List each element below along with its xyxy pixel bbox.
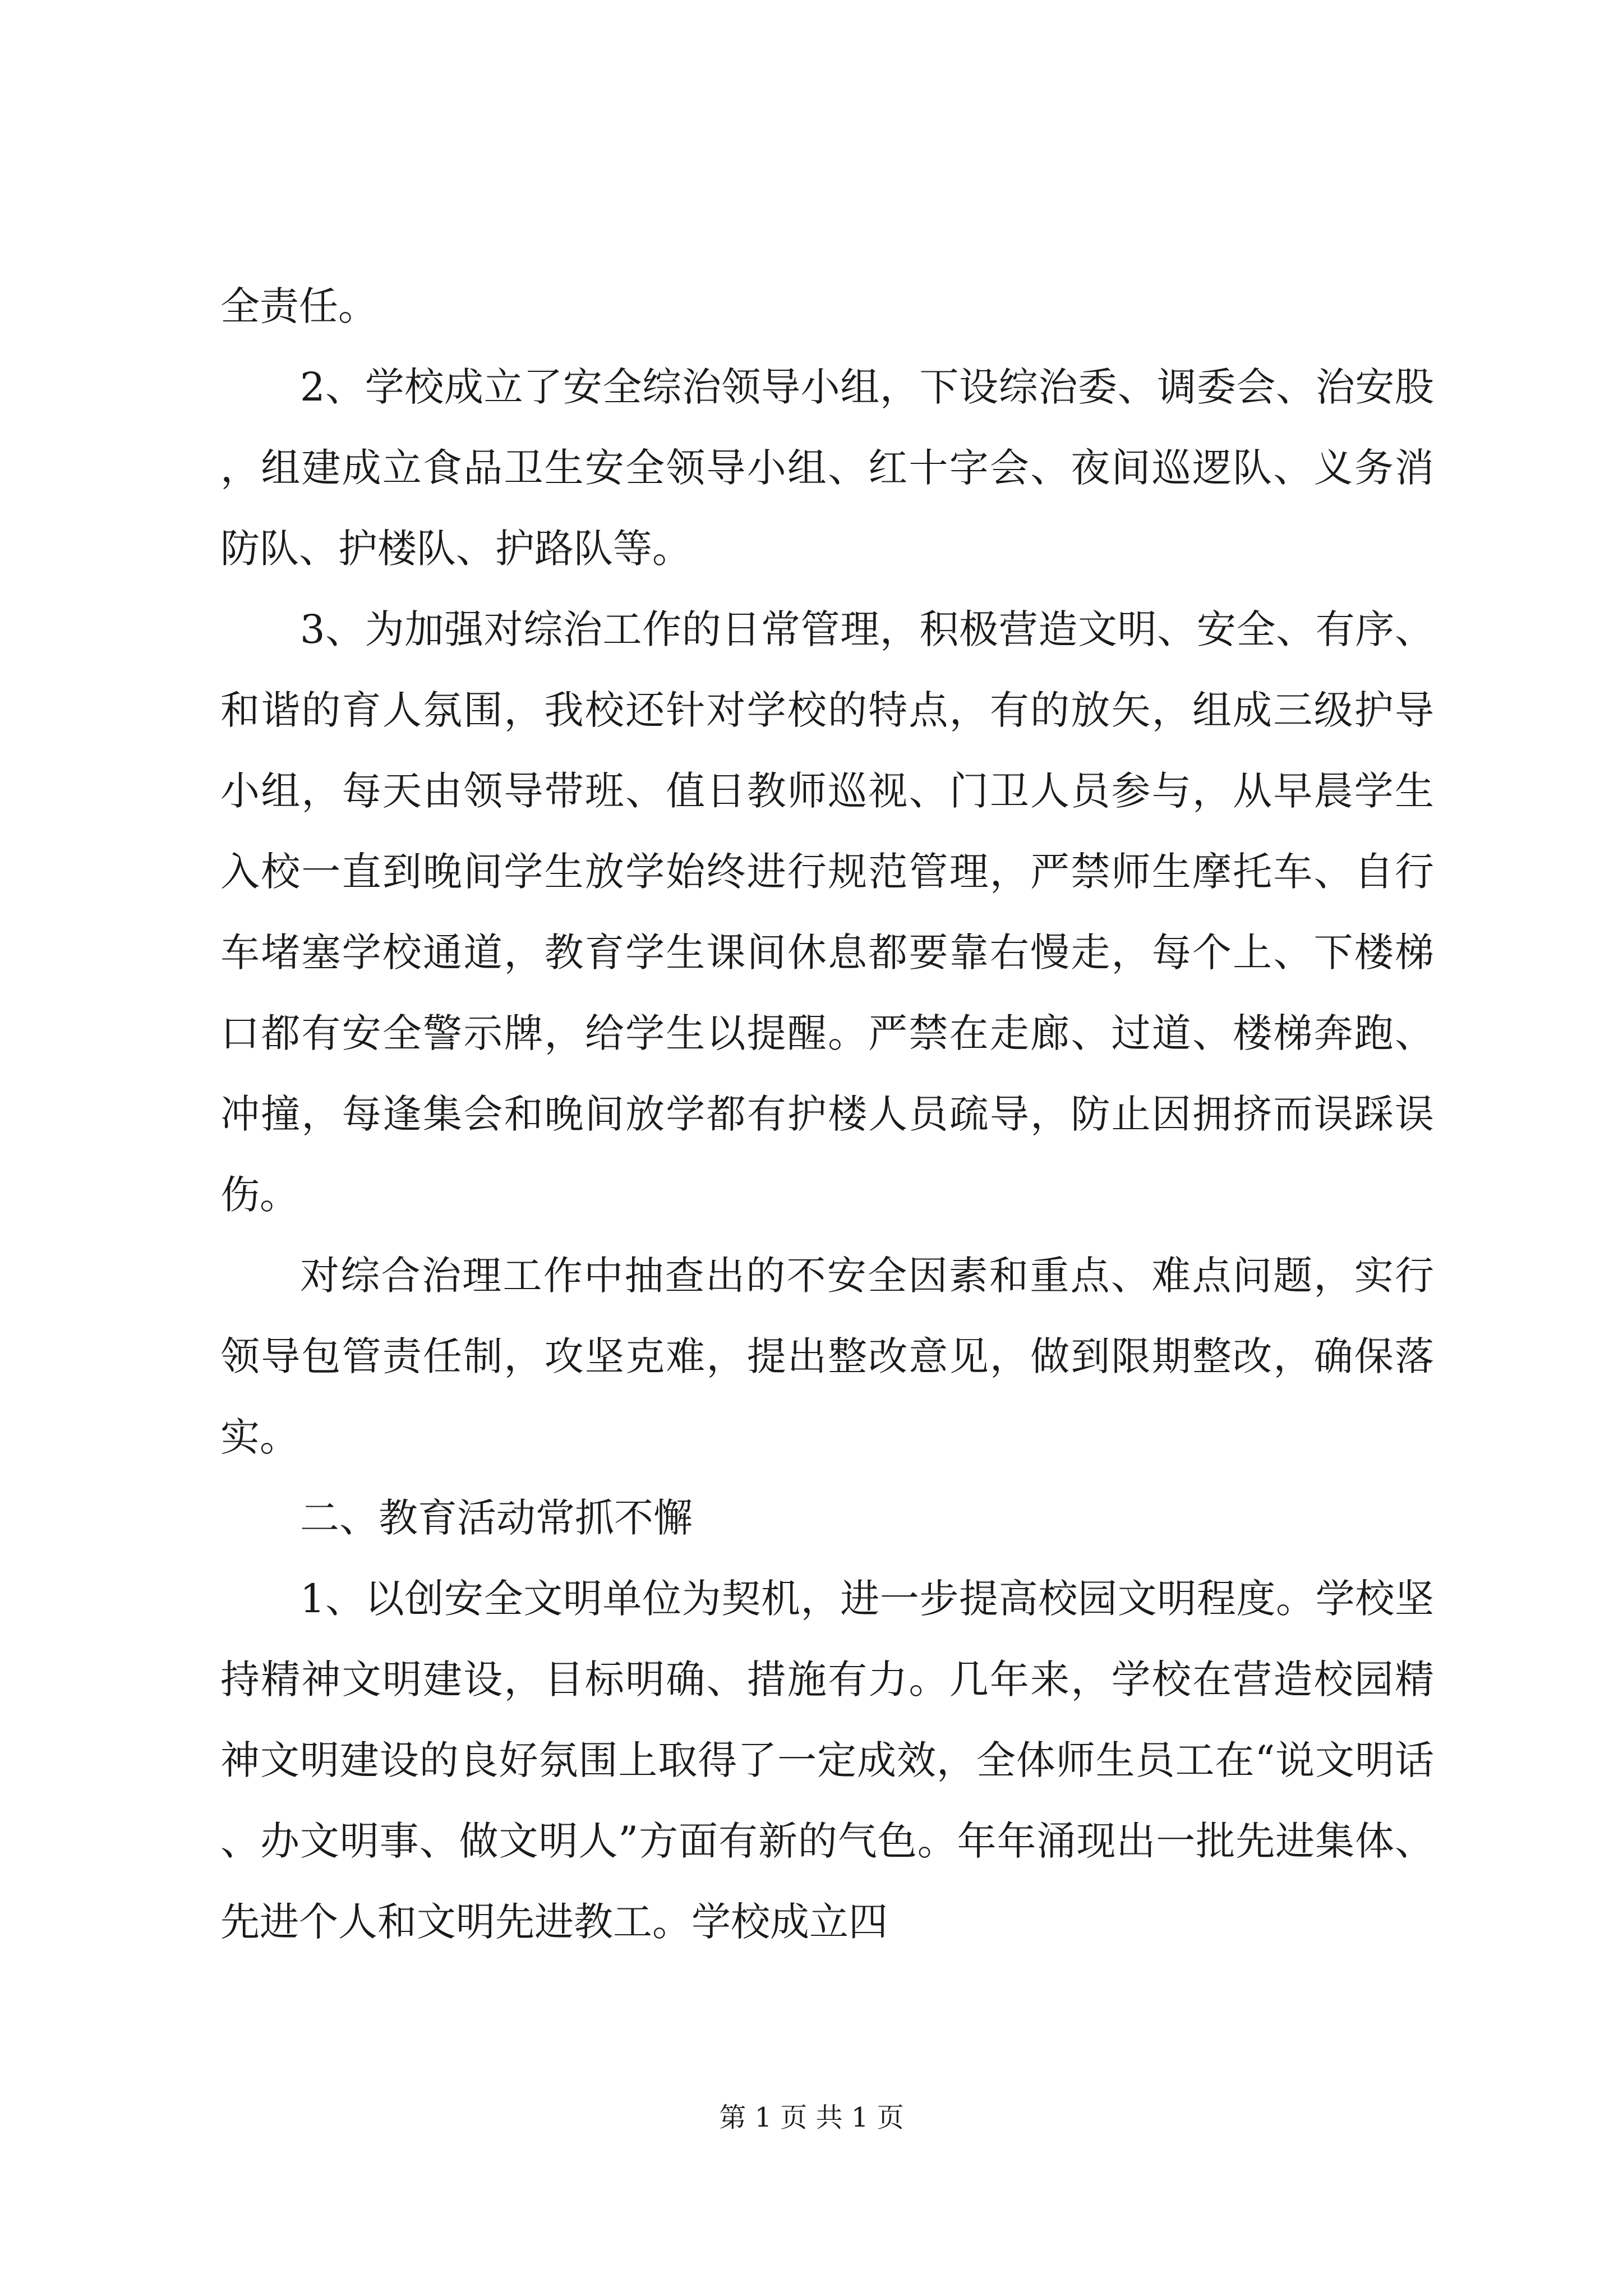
- document-body: [220, 266, 1434, 1962]
- paragraph-4: 对综合治理工作中抽查出的不安全因素和重点、难点问题，实行领导包管责任制，攻坚克难，提出整改意见，做到限期整改，确保落实。: [220, 1253, 1434, 1460]
- paragraph-5: 1、以创安全文明单位为契机，进一步提高校园文明程度。学校坚持精神文明建设，目标明确、措施有力。几年来，学校在营造校园精神文明建设的良好氛围上取得了一定成效，全体师生员工在“说文明话、办文明事、做文明人”方面有新的气色。年年涌现出一批先进集体、先进个人和文明先进教工。学校成立四: [220, 1576, 1434, 1945]
- paragraph-1: 全责任。: [220, 283, 377, 329]
- section-heading: 二、教育活动常抓不懈: [300, 1495, 693, 1541]
- paragraph-3: 3、为加强对综治工作的日常管理，积极营造文明、安全、有序、和谐的育人氛围，我校还针对学校的特点，有的放矢，组成三级护导小组，每天由领导带班、值日教师巡视、门卫人员参与，从早晨学生入校一直到晚间学生放学始终进行规范管理，严禁师生摩托车、自行车堵塞学校通道，教育学生课间休息都要靠右慢走，每个上、下楼梯口都有安全警示牌，给学生以提醒。严禁在走廊、过道、楼梯奔跑、冲撞，每逢集会和晚间放学都有护楼人员疏导，防止因拥挤而误踩误伤。: [220, 606, 1434, 1218]
- paragraph-2: 2、学校成立了安全综治领导小组，下设综治委、调委会、治安股，组建成立食品卫生安全领导小组、红十字会、夜间巡逻队、义务消防队、护楼队、护路队等。: [220, 364, 1434, 572]
- page-footer: 第 1 页 共 1 页: [719, 2102, 904, 2133]
